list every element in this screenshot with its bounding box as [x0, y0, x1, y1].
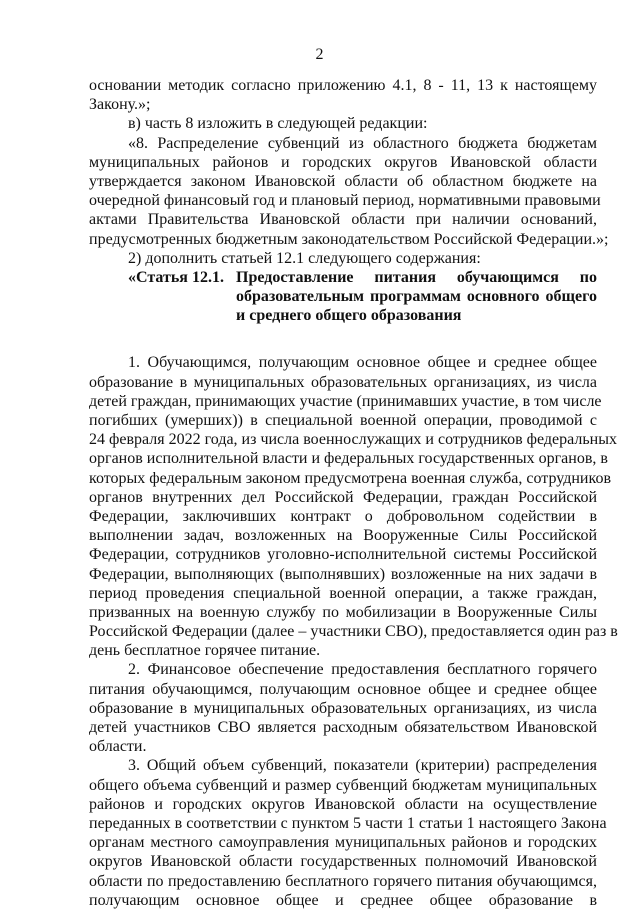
- article-title-line: Предоставление питания обучающимся по: [236, 268, 597, 286]
- text-line: образование в муниципальных образовательных организациях, из числа: [89, 373, 597, 391]
- text-line: актами Правительства Ивановской области при наличии оснований,: [89, 211, 597, 229]
- article-heading: [89, 268, 597, 326]
- text-line: органов исполнительной власти и федеральных государственных органов, в: [89, 450, 608, 468]
- page-number: 2: [315, 46, 324, 63]
- text-line: предусмотренных бюджетным законодательством Российской Федерации.»;: [89, 230, 609, 248]
- text-line: детей участников СВО является расходным обязательством Ивановской: [89, 719, 597, 736]
- text-line: выполнении задач, возложенных на Вооруженные Силы Российской: [89, 527, 597, 545]
- article-text-block: [89, 353, 618, 909]
- text-line: области.: [89, 738, 147, 756]
- text-line: Федерации, сотрудников уголовно-исполнительной системы Российской: [89, 546, 597, 564]
- text-line: 2. Финансовое обеспечение предоставления бесплатного горячего: [128, 661, 597, 679]
- text-line: 3. Общий объем субвенций, показатели (критерии) распределения: [128, 757, 597, 775]
- text-line: Федерации, выполняющих (выполнявших) возложенные на них задачи в: [89, 565, 597, 583]
- text-line: 1. Обучающимся, получающим основное общее и среднее общее: [128, 354, 597, 372]
- text-line: которых федеральным законом предусмотрена военная служба, сотрудников: [89, 469, 611, 487]
- text-line: муниципальных районов и городских округов Ивановской области: [89, 153, 597, 171]
- article-title: [236, 268, 597, 326]
- text-line: день бесплатное горячее питание.: [89, 642, 321, 660]
- text-line: детей граждан, принимающих участие (принимавших участие, в том числе: [89, 392, 602, 410]
- text-line: районов и городских округов Ивановской области на осуществление: [89, 795, 597, 813]
- text-line: в) часть 8 изложить в следующей редакции:: [128, 115, 428, 133]
- text-line: призванных на военную службу по мобилизации в Вооруженные Силы: [89, 603, 597, 621]
- text-line: 24 февраля 2022 года, из числа военнослужащих и сотрудников федеральных: [89, 431, 617, 449]
- article-title-line: образовательным программам основного общего: [236, 288, 597, 306]
- text-line: 2) дополнить статьей 12.1 следующего содержания:: [128, 249, 481, 267]
- amendment-text-block: [89, 76, 609, 268]
- text-line: органов внутренних дел Российской Федерации, граждан Российской: [89, 488, 597, 506]
- text-line: период проведения специальной военной операции, а также граждан,: [89, 584, 597, 602]
- text-line: образование в муниципальных образовательных организациях, из числа: [89, 699, 597, 717]
- text-line: питания обучающимся, получающим основное общее и среднее общее: [89, 680, 597, 698]
- text-line: общего объема субвенций и размер субвенций бюджетам муниципальных: [89, 776, 597, 794]
- text-line: очередной финансовый год и плановый период, нормативными правовыми: [89, 192, 601, 210]
- text-line: переданных в соответствии с пунктом 5 части 1 статьи 1 настоящего Закона: [89, 814, 607, 832]
- article-title-line: и среднего общего образования: [236, 307, 462, 325]
- text-line: Закону.»;: [89, 96, 151, 114]
- text-line: Федерации, заключивших контракт о добровольном содействии в: [89, 507, 597, 525]
- section-spacer: [89, 325, 597, 353]
- text-line: утверждается законом Ивановской области об областном бюджете на: [89, 172, 597, 190]
- text-line: получающим основное общее и среднее общее образование в: [89, 891, 597, 909]
- document-body: [89, 76, 618, 910]
- text-line: Российской Федерации (далее – участники СВО), предоставляется один раз в: [89, 623, 618, 641]
- text-line: области по предоставлению бесплатного горячего питания обучающимся,: [89, 872, 597, 890]
- text-line: погибших (умерших)) в специальной военной операции, проводимой с: [89, 412, 597, 429]
- text-line: «8. Распределение субвенций из областного бюджета бюджетам: [128, 134, 597, 152]
- text-line: органам местного самоуправления муниципальных районов и городских: [89, 834, 597, 852]
- text-line: основании методик согласно приложению 4.1, 8 - 11, 13 к настоящему: [89, 77, 597, 94]
- text-line: округов Ивановской области государственных полномочий Ивановской: [89, 853, 597, 871]
- article-number: «Статья 12.1.: [128, 268, 224, 286]
